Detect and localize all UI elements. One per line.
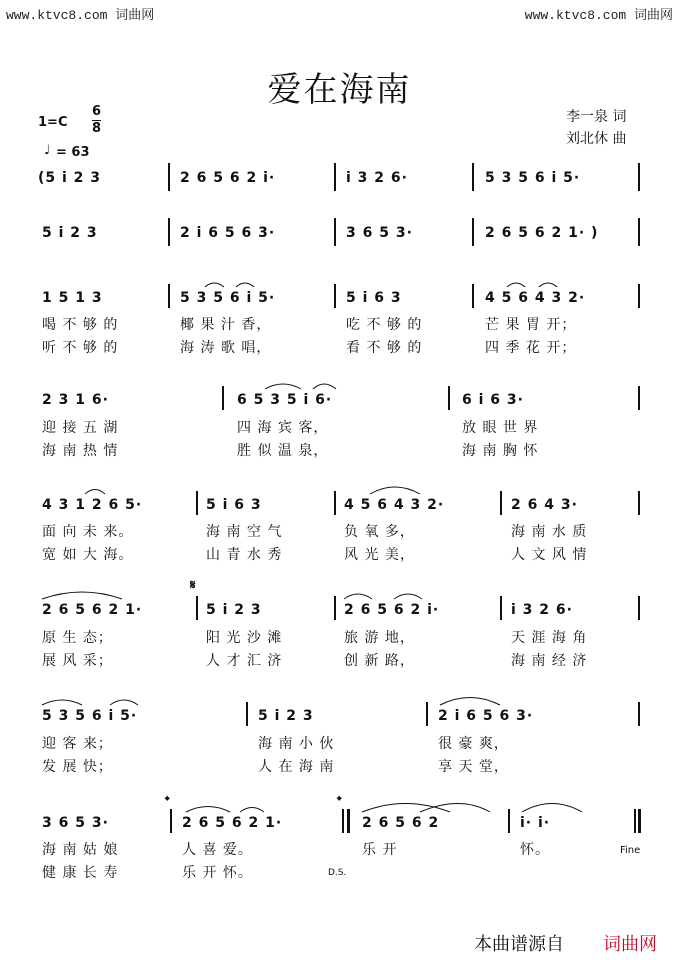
slur (186, 807, 230, 813)
lyric-row7-v1-m2: 海 南 小 伙 (258, 736, 335, 752)
lyric-row5-v1-m2: 海 南 空 气 (206, 524, 283, 540)
lyric-row6-v2-m4: 海 南 经 济 (511, 653, 588, 669)
song-title: 爱在海南 (267, 70, 412, 110)
notes-row5-m4: 2 6 4 3· (511, 497, 578, 513)
key-signature: 1=C (38, 115, 68, 130)
lyric-row6-v1-m1: 原 生 态； (42, 630, 113, 646)
watermark-left: www.ktvc8.com 词曲网 (6, 8, 155, 23)
lyric-row3-v2-m2: 海 涛 歌 唱， (180, 340, 272, 356)
time-signature-top: 6 (92, 104, 102, 119)
slur (507, 283, 525, 287)
lyric-row8-v1-m4: 怀。 (520, 842, 550, 858)
lyric-row3-v1-m1: 喝 不 够 的 (42, 317, 119, 333)
notes-row3-m3: 5 i 6 3 (346, 290, 402, 306)
footer-source-text: 本曲谱源自 (474, 934, 564, 955)
lyric-row3-v1-m4: 芒 果 胃 开； (485, 317, 577, 333)
lyric-row3-v2-m4: 四 季 花 开； (485, 340, 577, 356)
tempo: = 63 (56, 145, 90, 160)
lyric-row6-v1-m2: 阳 光 沙 滩 (206, 630, 283, 646)
slur (110, 700, 138, 705)
lyric-row6-v2-m1: 展 风 采； (42, 653, 113, 669)
slur (344, 594, 372, 599)
lyric-row3-v1-m2: 椰 果 汁 香， (180, 317, 272, 333)
slur (42, 592, 122, 599)
ds-mark: D.S. (328, 868, 347, 878)
lyric-row4-v2-m3: 海 南 胸 怀 (462, 443, 539, 459)
lyric-row5-v2-m4: 人 文 风 情 (511, 547, 588, 563)
lyric-row4-v2-m1: 海 南 热 情 (42, 443, 119, 459)
slur (440, 698, 500, 706)
slur (205, 283, 224, 287)
notes-row5-m1: 4 3 1 2 6 5· (42, 497, 143, 513)
lyric-row8-v1-m1: 海 南 姑 娘 (42, 842, 119, 858)
coda-icon: 𝄌 (165, 794, 170, 809)
slur (236, 283, 254, 287)
lyric-row3-v1-m3: 吃 不 够 的 (346, 317, 423, 333)
notes-row6-m1: 2 6 5 6 2 1· (42, 602, 143, 618)
notes-row2-m3: 3 6 5 3· (346, 225, 413, 241)
notes-row1-m2: 2 6 5 6 2 i· (180, 170, 276, 186)
lyric-row5-v1-m3: 负 氧 多， (344, 524, 415, 540)
slur (42, 700, 82, 705)
notes-row2-m1: 5 i 2 3 (42, 225, 98, 241)
notes-row8-m2: 2 6 5 6 2 1· (182, 815, 283, 831)
notes-row3-m2: 5 3 5 6 i 5· (180, 290, 276, 306)
lyric-row7-v2-m3: 享 天 堂， (438, 759, 509, 775)
slur (539, 283, 557, 287)
notes-row8-m4: i· i· (520, 815, 551, 831)
notes-row3-m4: 4 5 6 4 3 2· (485, 290, 586, 306)
notes-row7-m3: 2 i 6 5 6 3· (438, 708, 534, 724)
slur (522, 804, 582, 813)
lyricist: 李一泉 词 (566, 109, 627, 125)
notes-row5-m3: 4 5 6 4 3 2· (344, 497, 445, 513)
slur (370, 487, 420, 494)
slur (313, 384, 336, 389)
lyric-row3-v2-m1: 听 不 够 的 (42, 340, 119, 356)
lyric-row6-v1-m4: 天 涯 海 角 (511, 630, 588, 646)
fine-mark: Fine (620, 845, 641, 856)
notes-row3-m1: 1 5 1 3 (42, 290, 103, 306)
lyric-row5-v2-m2: 山 青 水 秀 (206, 547, 283, 563)
notes-row8-m3: 2 6 5 6 2 (362, 815, 440, 831)
lyric-row8-v2-m1: 健 康 长 寿 (42, 865, 119, 881)
notes-row6-m3: 2 6 5 6 2 i· (344, 602, 440, 618)
lyric-row5-v1-m4: 海 南 水 质 (511, 524, 588, 540)
notes-row2-m4: 2 6 5 6 2 1· ) (485, 225, 599, 241)
notes-row4-m3: 6 i 6 3· (462, 392, 524, 408)
segno-icon: 𝄋 (190, 578, 196, 593)
lyric-row5-v2-m3: 风 光 美， (344, 547, 415, 563)
notes-row2-m2: 2 i 6 5 6 3· (180, 225, 276, 241)
composer: 刘北休 曲 (566, 131, 627, 147)
slur (85, 490, 105, 495)
notes-row6-m2: 5 i 2 3 (206, 602, 262, 618)
notes-row1-m4: 5 3 5 6 i 5· (485, 170, 581, 186)
tempo-note-icon: ♩ (44, 143, 51, 158)
lyric-row6-v2-m2: 人 才 汇 济 (206, 653, 283, 669)
slur (265, 384, 301, 389)
notes-row4-m1: 2 3 1 6· (42, 392, 109, 408)
lyric-row4-v1-m2: 四 海 宾 客， (237, 420, 329, 436)
lyric-row7-v2-m1: 发 展 快； (42, 759, 113, 775)
time-signature-bottom: 8 (92, 121, 102, 136)
lyric-row4-v2-m2: 胜 似 温 泉， (237, 443, 329, 459)
lyric-row6-v2-m3: 创 新 路， (344, 653, 415, 669)
lyric-row5-v1-m1: 面 向 未 来。 (42, 524, 134, 540)
lyric-row4-v1-m1: 迎 接 五 湖 (42, 420, 119, 436)
notes-row7-m2: 5 i 2 3 (258, 708, 314, 724)
lyric-row4-v1-m3: 放 眼 世 界 (462, 420, 539, 436)
slur (362, 804, 450, 813)
lyric-row3-v2-m3: 看 不 够 的 (346, 340, 423, 356)
slur (394, 594, 422, 599)
notes-row1-m1: (5 i 2 3 (38, 170, 102, 186)
lyric-row6-v1-m3: 旅 游 地， (344, 630, 415, 646)
notes-row4-m2: 6 5 3 5 i 6· (237, 392, 333, 408)
footer-site-link[interactable]: 词曲网 (603, 934, 657, 955)
coda-icon: 𝄌 (337, 794, 342, 809)
notes-row5-m2: 5 i 6 3 (206, 497, 262, 513)
slur (420, 804, 490, 813)
lyric-row8-v1-m2: 人 喜 爱。 (182, 842, 253, 858)
notes-row8-m1: 3 6 5 3· (42, 815, 109, 831)
lyric-row5-v2-m1: 宽 如 大 海。 (42, 547, 134, 563)
lyric-row8-v2-m2: 乐 开 怀。 (182, 865, 253, 881)
notes-row6-m4: i 3 2 6· (511, 602, 573, 618)
lyric-row7-v1-m1: 迎 客 来； (42, 736, 113, 752)
lyric-row7-v1-m3: 很 豪 爽， (438, 736, 509, 752)
notes-row7-m1: 5 3 5 6 i 5· (42, 708, 138, 724)
lyric-row7-v2-m2: 人 在 海 南 (258, 759, 335, 775)
notes-row1-m3: i 3 2 6· (346, 170, 408, 186)
lyric-row8-v1-m3: 乐 开 (362, 842, 398, 858)
slur (240, 808, 264, 813)
watermark-right: www.ktvc8.com 词曲网 (524, 8, 673, 23)
